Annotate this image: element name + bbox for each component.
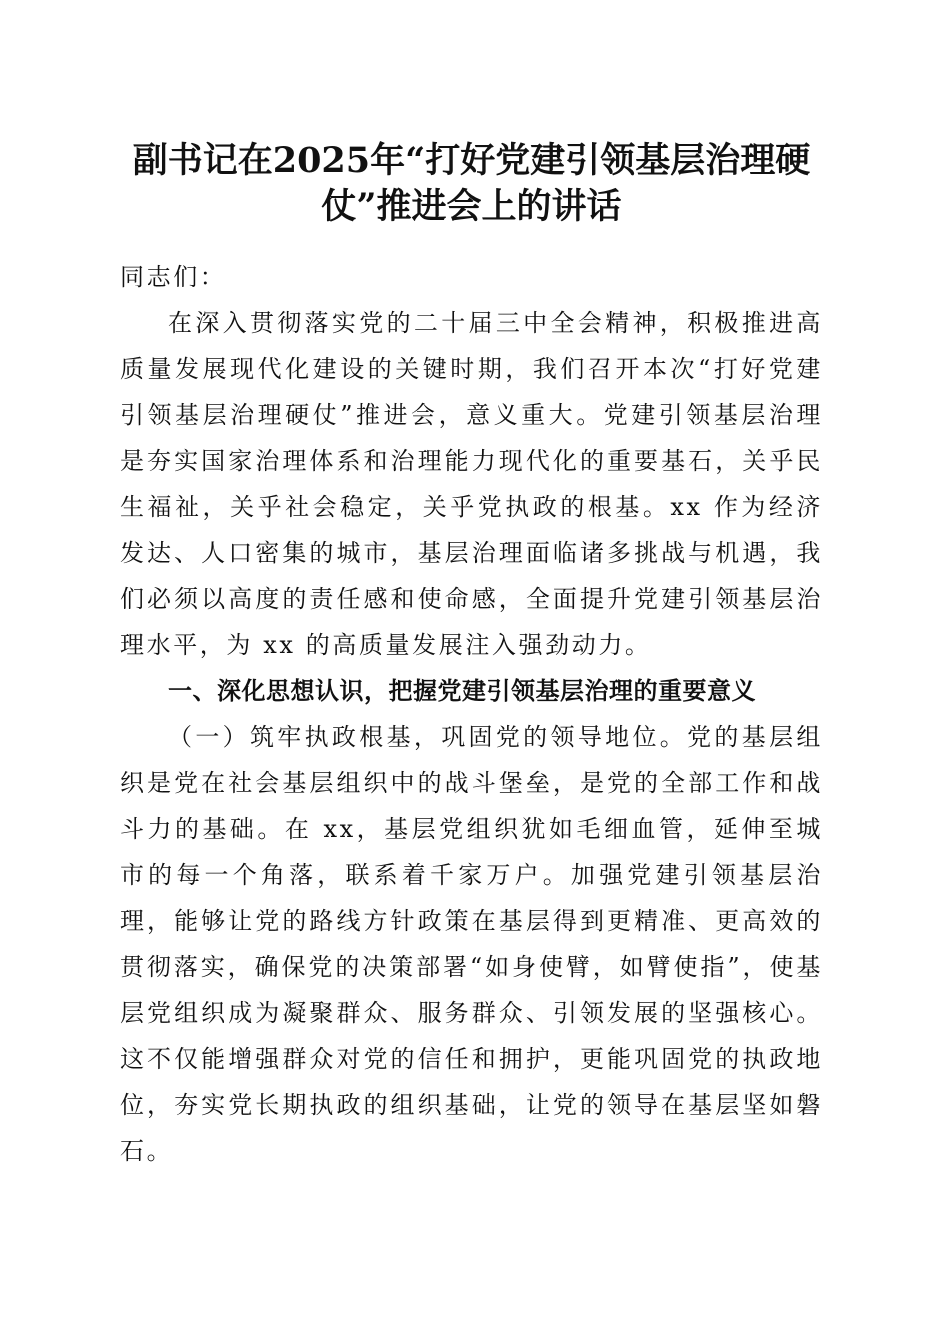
intro-paragraph: 在深入贯彻落实党的二十届三中全会精神，积极推进高质量发展现代化建设的关键时期，我们召开本次“打好党建引领基层治理硬仗”推进会，意义重大。党建引领基层治理是夯实国家治理体系和治理能力现代化的重要基石，关乎民生福祉，关乎社会稳定，关乎党执政的根基。xx 作为经济发达、人口密集的城市，基层治理面临诸多挑战与机遇，我们必须以高度的责任感和使命感，全面提升党建引领基层治理水平，为 xx 的高质量发展注入强劲动力。 — [120, 309, 823, 659]
document-page — [120, 0, 823, 1344]
document-body — [120, 254, 823, 1174]
salutation: 同志们： — [120, 263, 227, 291]
subsection-paragraph-1: （一）筑牢执政根基，巩固党的领导地位。党的基层组织是党在社会基层组织中的战斗堡垒，是党的全部工作和战斗力的基础。在 xx，基层党组织犹如毛细血管，延伸至城市的每一个角落，联系着千家万户。加强党建引领基层治理，能够让党的路线方针政策在基层得到更精准、更高效的贯彻落实，确保党的决策部署“如身使臂，如臂使指”，使基层党组织成为凝聚群众、服务群众、引领发展的坚强核心。这不仅能增强群众对党的信任和拥护，更能巩固党的执政地位，夯实党长期执政的组织基础，让党的领导在基层坚如磐石。 — [120, 723, 823, 1165]
document-title: 副书记在2025年“打好党建引领基层治理硬仗”推进会上的讲话 — [132, 140, 811, 227]
section-heading-1: 一、深化思想认识，把握党建引领基层治理的重要意义 — [168, 677, 756, 705]
